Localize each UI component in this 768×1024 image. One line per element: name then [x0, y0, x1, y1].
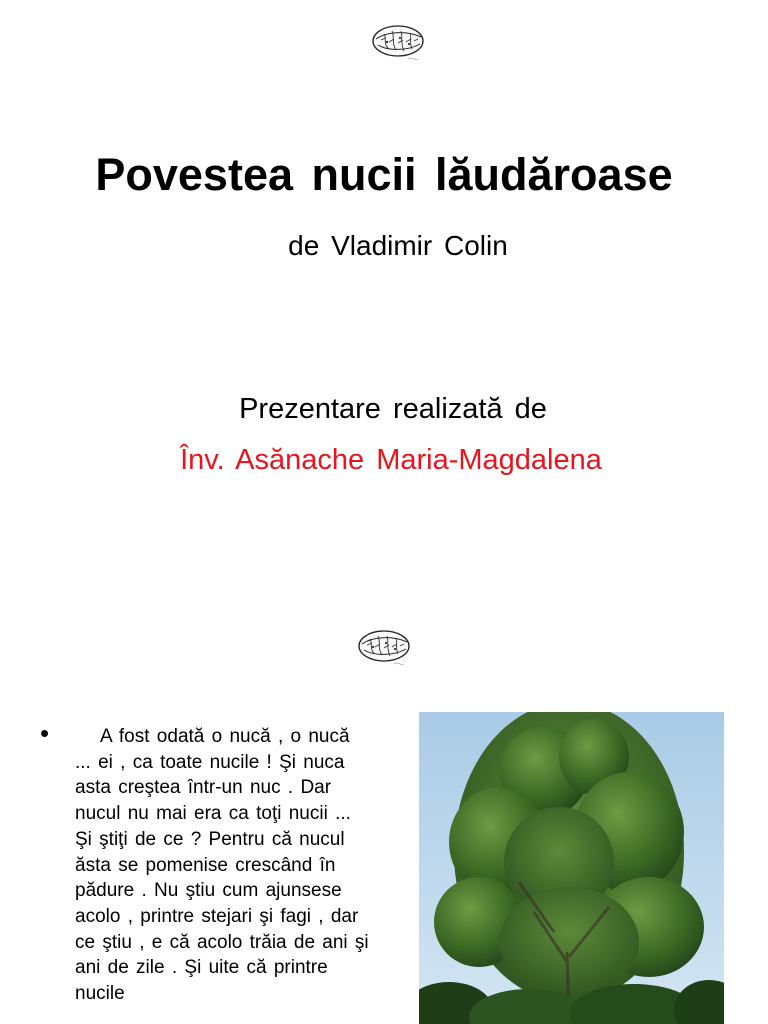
walnut-icon — [356, 625, 412, 669]
walnut-icon — [370, 20, 426, 64]
story-paragraph: A fost odată o nucă , o nucă ... ei , ca toate nucile ! Şi nuca asta creştea într-un nuc . Dar nucul nu mai era ca toţi nucii ... Şi ştiţi de ce ? Pentru că nucul ăsta se pomenise crescând în pădure . Nu ştiu cum ajunsese acolo , printre stejari şi fagi , dar ce ştiu , e că acolo trăia de ani şi ani de zile . Şi uite că printre nucile — [75, 726, 369, 1005]
walnut-tree-photo — [419, 712, 724, 1024]
presentation-title: Povestea nucii lăudăroase — [95, 149, 673, 200]
author-byline: de Vladimir Colin — [288, 230, 508, 261]
presenter-name: Înv. Asănache Maria-Magdalena — [180, 444, 602, 476]
presented-by-label: Prezentare realizată de — [239, 393, 547, 425]
bullet-marker: • — [40, 718, 50, 748]
